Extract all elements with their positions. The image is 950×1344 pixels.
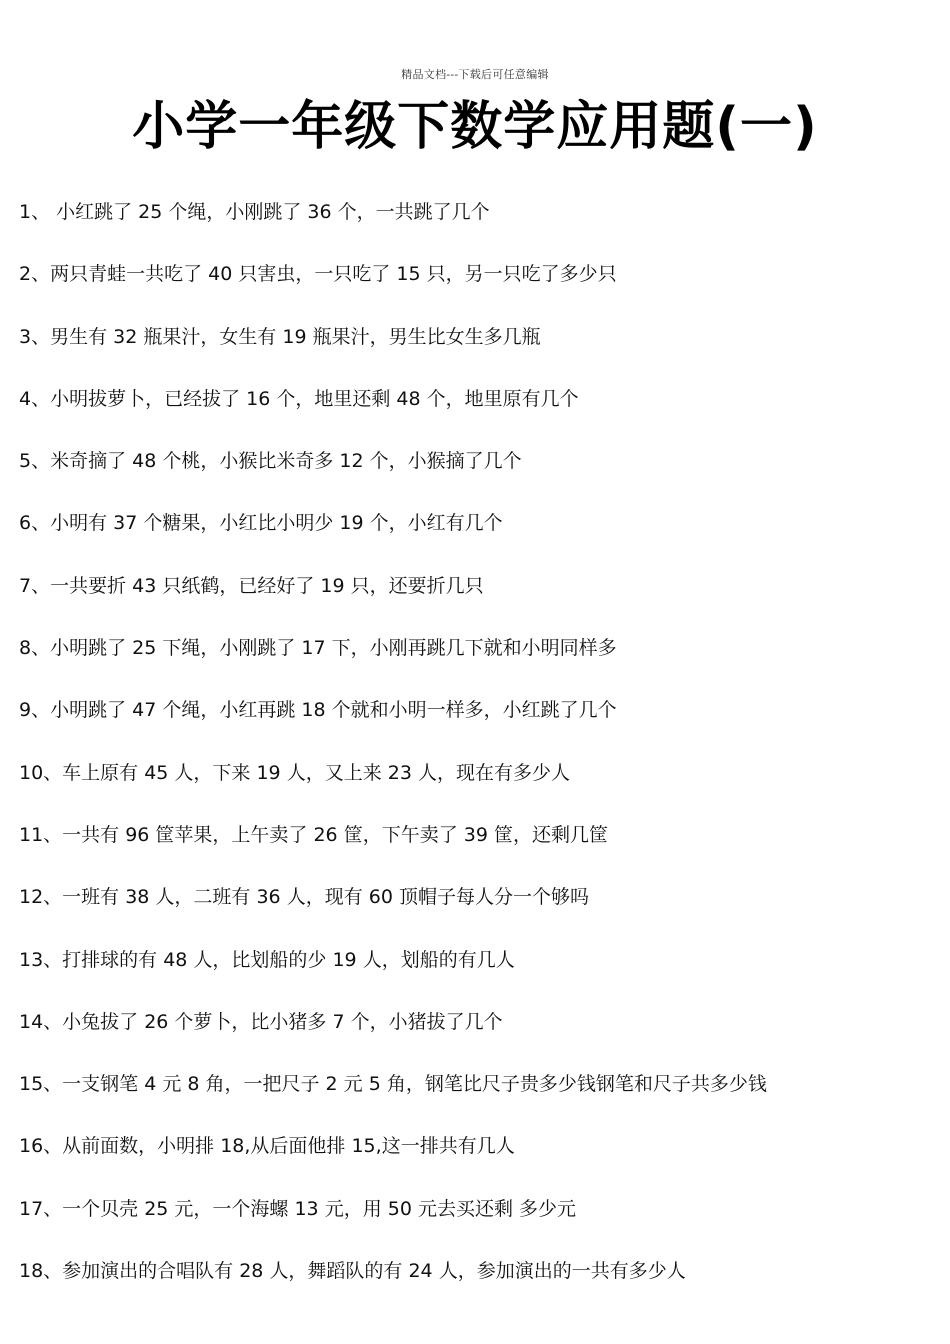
question-item: 5、米奇摘了 48 个桃，小猴比米奇多 12 个，小猴摘了几个 xyxy=(19,450,522,473)
question-item: 10、车上原有 45 人，下来 19 人，又上来 23 人，现在有多少人 xyxy=(19,761,570,784)
question-item: 13、打排球的有 48 人，比划船的少 19 人，划船的有几人 xyxy=(19,948,515,971)
question-item: 16、从前面数，小明排 18,从后面他排 15,这一排共有几人 xyxy=(19,1135,515,1158)
question-item: 17、一个贝壳 25 元，一个海螺 13 元，用 50 元去买还剩 多少元 xyxy=(19,1197,576,1220)
question-item: 14、小兔拔了 26 个萝卜，比小猪多 7 个，小猪拔了几个 xyxy=(19,1010,503,1033)
question-item: 18、参加演出的合唱队有 28 人，舞蹈队的有 24 人，参加演出的一共有多少人 xyxy=(19,1260,686,1283)
question-item: 1、 小红跳了 25 个绳，小刚跳了 36 个，一共跳了几个 xyxy=(19,201,490,223)
page-title: 小学一年级下数学应用题(一) xyxy=(132,97,818,157)
question-item: 8、小明跳了 25 下绳，小刚跳了 17 下，小刚再跳几下就和小明同样多 xyxy=(19,637,617,660)
question-item: 6、小明有 37 个糖果，小红比小明少 19 个，小红有几个 xyxy=(19,512,503,535)
header-note: 精品文档---下载后可任意编辑 xyxy=(401,68,549,81)
question-list xyxy=(19,194,939,1315)
question-item: 7、一共要折 43 只纸鹤，已经好了 19 只，还要折几只 xyxy=(19,574,484,597)
question-item: 3、男生有 32 瓶果汁，女生有 19 瓶果汁，男生比女生多几瓶 xyxy=(19,325,541,348)
question-item: 15、一支钢笔 4 元 8 角，一把尺子 2 元 5 角，钢笔比尺子贵多少钱钢笔和尺子共多少钱 xyxy=(19,1073,767,1096)
question-item: 12、一班有 38 人，二班有 36 人，现有 60 顶帽子每人分一个够吗 xyxy=(19,886,589,909)
question-item: 2、两只青蛙一共吃了 40 只害虫，一只吃了 15 只，另一只吃了多少只 xyxy=(19,263,617,286)
question-item: 9、小明跳了 47 个绳，小红再跳 18 个就和小明一样多，小红跳了几个 xyxy=(19,699,617,722)
question-item: 11、一共有 96 筐苹果，上午卖了 26 筐，下午卖了 39 筐，还剩几筐 xyxy=(19,823,608,846)
question-item: 4、小明拔萝卜，已经拔了 16 个，地里还剩 48 个，地里原有几个 xyxy=(19,387,579,410)
